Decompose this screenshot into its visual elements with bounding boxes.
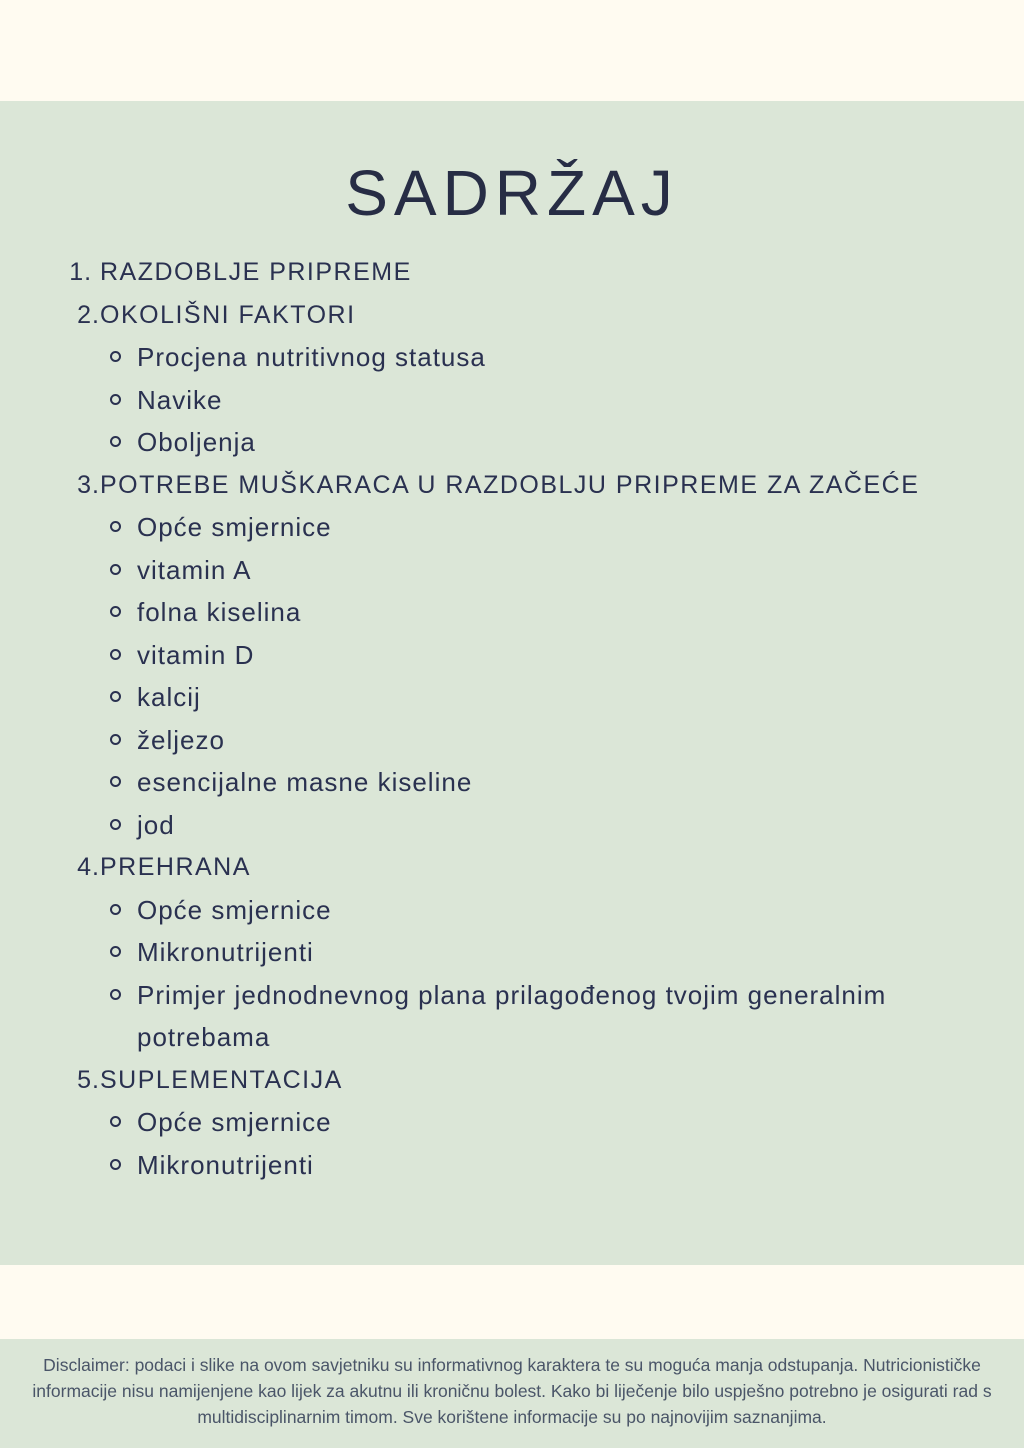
separator-band bbox=[0, 1265, 1024, 1339]
toc-subitem-label: vitamin A bbox=[137, 554, 252, 585]
toc-item-number: 4. bbox=[77, 853, 100, 881]
toc-subitem bbox=[110, 591, 1024, 634]
toc-subitem bbox=[110, 634, 1024, 677]
footer bbox=[0, 1339, 1024, 1448]
toc-subitem-label: željezo bbox=[137, 724, 225, 755]
toc-subitem bbox=[110, 421, 1024, 464]
toc-subitem bbox=[110, 1144, 1024, 1187]
toc-subitem bbox=[110, 549, 1024, 592]
circle-bullet-icon bbox=[110, 564, 121, 575]
toc-subitem bbox=[110, 761, 1024, 804]
toc-subitem bbox=[110, 804, 1024, 847]
toc-subitem bbox=[110, 676, 1024, 719]
disclaimer-text: Disclaimer: podaci i slike na ovom savjetniku su informativnog karaktera te su moguća manja odstupanja. Nutricionističke informacije nisu namijenjene kao lijek za akutnu ili kroničnu bolest. Kako bi liječenje bilo uspješno potrebno je osigurati rad s multidisciplinarnim timom. Sve korištene informacije su po najnovijim saznanjima. bbox=[32, 1355, 992, 1427]
circle-bullet-icon bbox=[110, 904, 121, 915]
toc-subitem bbox=[110, 379, 1024, 422]
toc-item-number: 1. bbox=[69, 258, 100, 286]
table-of-contents bbox=[0, 251, 1024, 1186]
toc-subitem-label: Procjena nutritivnog statusa bbox=[137, 342, 486, 372]
toc-item-1 bbox=[66, 251, 1024, 294]
top-band bbox=[0, 0, 1024, 101]
toc-item-label: SUPLEMENTACIJA bbox=[100, 1065, 343, 1094]
circle-bullet-icon bbox=[110, 691, 121, 702]
circle-bullet-icon bbox=[110, 776, 121, 787]
toc-subitem bbox=[110, 719, 1024, 762]
toc-item-label: POTREBE MUŠKARACA U RAZDOBLJU PRIPREME ZA ZAČEĆE bbox=[100, 470, 920, 499]
circle-bullet-icon bbox=[110, 521, 121, 532]
toc-subitem-label: kalcij bbox=[137, 682, 201, 712]
toc-subitem-label: Mikronutrijenti bbox=[137, 937, 314, 967]
toc-item-3 bbox=[66, 464, 1024, 507]
page-title: SADRŽAJ bbox=[345, 157, 679, 229]
toc-subitem bbox=[110, 1101, 1024, 1144]
toc-item-label: OKOLIŠNI FAKTORI bbox=[100, 300, 356, 329]
toc-item-4 bbox=[66, 846, 1024, 889]
toc-subitem-label: Primjer jednodnevnog plana prilagođenog tvojim generalnim potrebama bbox=[137, 979, 887, 1052]
toc-item-number: 2. bbox=[77, 300, 100, 329]
circle-bullet-icon bbox=[110, 1159, 121, 1170]
toc-item-label: RAZDOBLJE PRIPREME bbox=[100, 258, 412, 286]
toc-subitem-label: esencijalne masne kiseline bbox=[137, 767, 473, 797]
toc-subitem-label: Oboljenja bbox=[137, 427, 256, 457]
circle-bullet-icon bbox=[110, 1116, 121, 1127]
circle-bullet-icon bbox=[110, 946, 121, 957]
toc-subitem bbox=[110, 336, 1024, 379]
circle-bullet-icon bbox=[110, 649, 121, 660]
toc-item-2 bbox=[66, 294, 1024, 337]
toc-subitem-label: Opće smjernice bbox=[137, 512, 332, 542]
circle-bullet-icon bbox=[110, 606, 121, 617]
toc-subitem bbox=[110, 931, 1024, 974]
toc-item-label: PREHRANA bbox=[100, 853, 251, 881]
toc-subitem bbox=[110, 889, 1024, 932]
toc-subitem-label: Opće smjernice bbox=[137, 1107, 332, 1137]
toc-subitem-label: Navike bbox=[137, 384, 223, 415]
circle-bullet-icon bbox=[110, 394, 121, 405]
circle-bullet-icon bbox=[110, 436, 121, 447]
toc-item-5 bbox=[66, 1059, 1024, 1102]
toc-subitem bbox=[110, 506, 1024, 549]
circle-bullet-icon bbox=[110, 819, 121, 830]
toc-subitem bbox=[110, 974, 1024, 1059]
circle-bullet-icon bbox=[110, 989, 121, 1000]
toc-item-number: 5. bbox=[77, 1065, 100, 1094]
circle-bullet-icon bbox=[110, 351, 121, 362]
toc-subitem-label: folna kiselina bbox=[137, 597, 302, 627]
toc-subitem-label: Opće smjernice bbox=[137, 894, 332, 925]
content-area bbox=[0, 101, 1024, 1265]
circle-bullet-icon bbox=[110, 734, 121, 745]
toc-subitem-label: Mikronutrijenti bbox=[137, 1149, 314, 1180]
toc-subitem-label: jod bbox=[137, 809, 175, 840]
toc-subitem-label: vitamin D bbox=[137, 639, 255, 670]
toc-item-number: 3. bbox=[77, 470, 100, 499]
